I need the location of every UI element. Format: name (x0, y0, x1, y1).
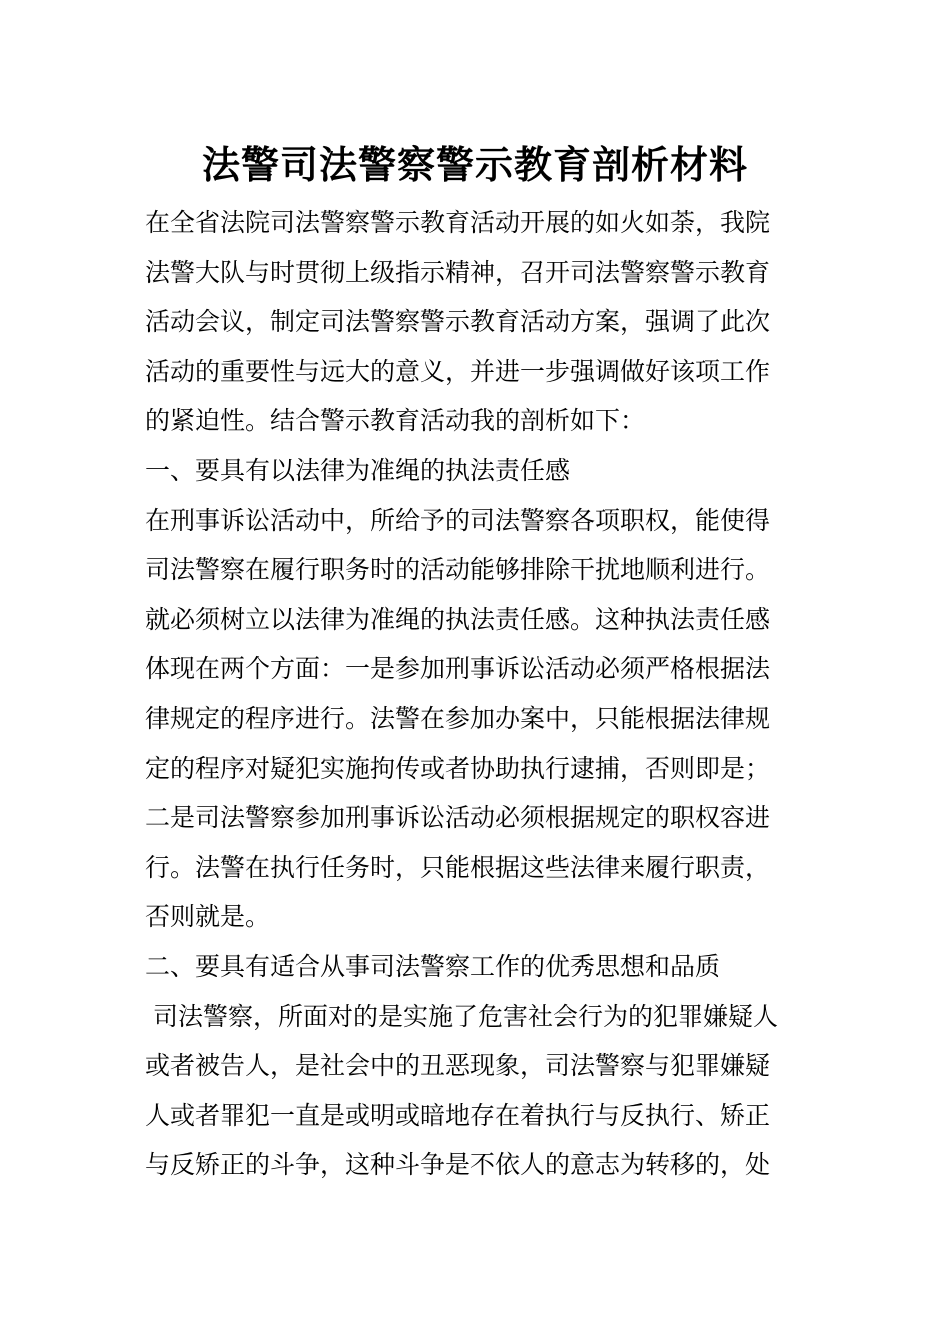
body-line: 否则就是。 (145, 902, 271, 932)
body-line: 定的程序对疑犯实施拘传或者协助执行逮捕，否则即是； (145, 753, 771, 783)
body-line: 在刑事诉讼活动中，所给予的司法警察各项职权，能使得 (145, 505, 771, 535)
body-line: 人或者罪犯一直是或明或暗地存在着执行与反执行、矫正 (145, 1100, 771, 1130)
body-line: 体现在两个方面：一是参加刑事诉讼活动必须严格根据法 (145, 654, 771, 684)
body-line: 活动的重要性与远大的意义，并进一步强调做好该项工作 (145, 356, 771, 386)
body-line: 与反矫正的斗争，这种斗争是不依人的意志为转移的，处 (145, 1150, 771, 1180)
body-line: 的紧迫性。结合警示教育活动我的剖析如下： (145, 406, 646, 436)
body-line: 活动会议，制定司法警察警示教育活动方案，强调了此次 (145, 307, 771, 337)
document-body (145, 198, 795, 1190)
section-heading: 一、要具有以法律为准绳的执法责任感 (145, 455, 571, 485)
body-line: 或者被告人，是社会中的丑恶现象，司法警察与犯罪嫌疑 (145, 1051, 771, 1081)
body-line: 司法警察在履行职务时的活动能够排除干扰地顺利进行。 (145, 555, 771, 585)
section-heading: 二、要具有适合从事司法警察工作的优秀思想和品质 (145, 951, 721, 981)
body-line: 二是司法警察参加刑事诉讼活动必须根据规定的职权容进 (145, 803, 771, 833)
body-line: 在全省法院司法警察警示教育活动开展的如火如荼，我院 (145, 208, 771, 237)
body-line: 司法警察，所面对的是实施了危害社会行为的犯罪嫌疑人 (145, 1001, 778, 1031)
document-title: 法警司法警察警示教育剖析材料 (201, 143, 748, 187)
body-line: 法警大队与时贯彻上级指示精神，召开司法警察警示教育 (145, 257, 771, 287)
body-line: 律规定的程序进行。法警在参加办案中，只能根据法律规 (145, 703, 771, 733)
body-line: 行。法警在执行任务时，只能根据这些法律来履行职责， (145, 852, 771, 882)
body-line: 就必须树立以法律为准绳的执法责任感。这种执法责任感 (145, 604, 771, 634)
